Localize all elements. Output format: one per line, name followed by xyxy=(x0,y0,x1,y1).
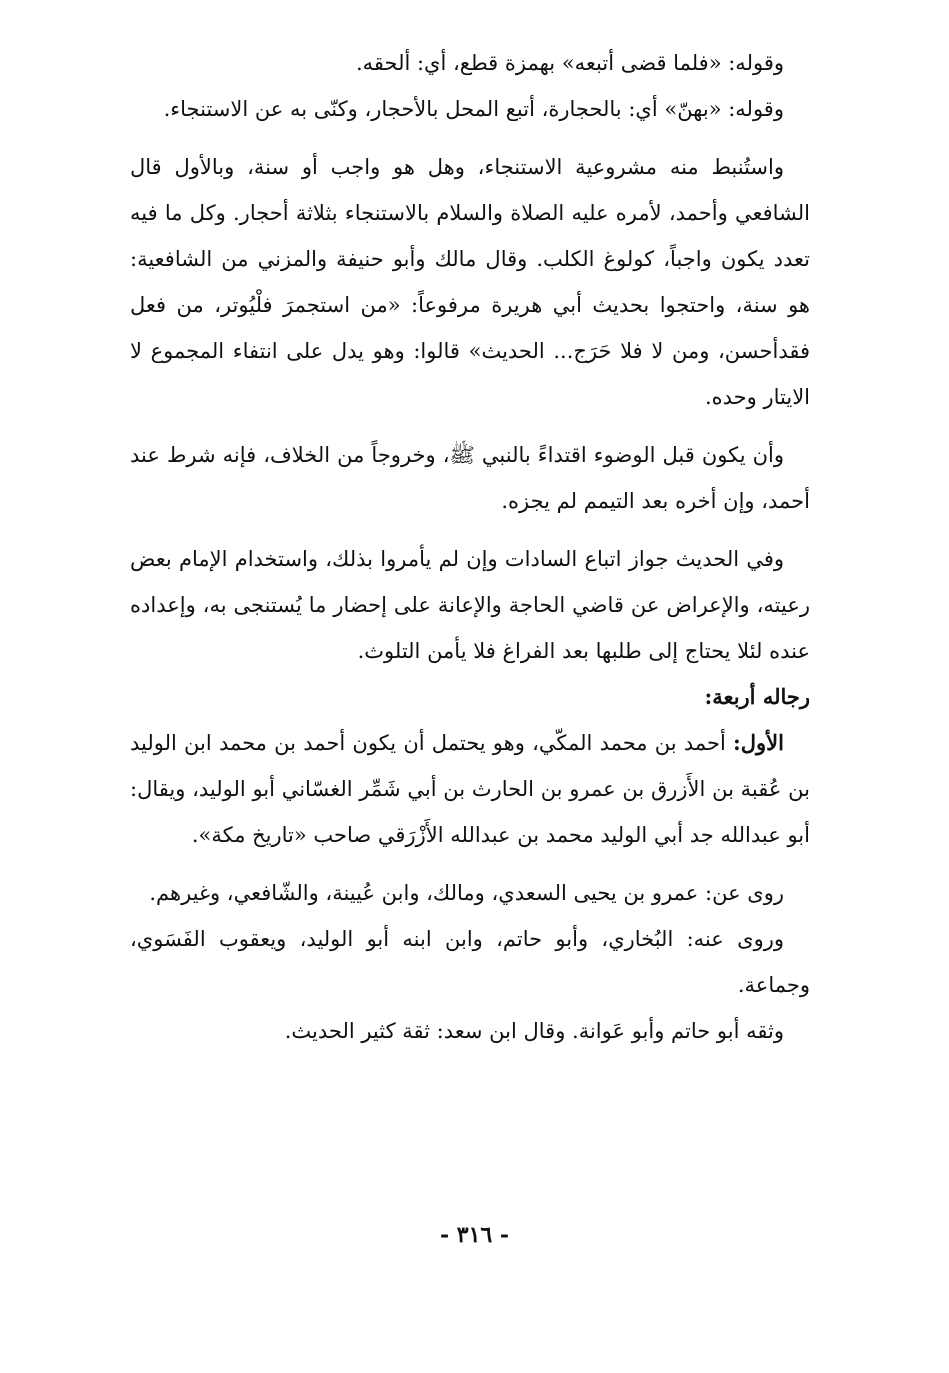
paragraph-itbaahu: وقوله: «فلما قضى أتبعه» بهمزة قطع، أي: ألحقه. xyxy=(355,51,784,75)
page-number: - ٣١٦ - xyxy=(439,1222,510,1248)
paragraph-reliability: وثقه أبو حاتم وأبو عَوانة. وقال ابن سعد: ثقة كثير الحديث. xyxy=(284,1019,784,1043)
body-text xyxy=(130,40,810,1054)
paragraph-first-narrator xyxy=(130,720,810,858)
paragraph-bihinna: وقوله: «بهنّ» أي: بالحجارة، أتبع المحل بالأحجار، وكنّى به عن الاستنجاء. xyxy=(163,97,784,121)
paragraph-narrated-by: وروى عنه: البُخاري، وأبو حاتم، وابن ابنه أبو الوليد، ويعقوب الفَسَوي، وجماعة. xyxy=(130,927,810,997)
paragraph-before-wudu: وأن يكون قبل الوضوء اقتداءً بالنبي ﷺ، وخروجاً من الخلاف، فإنه شرط عند أحمد، وإن أخره بعد التيمم لم يجزه. xyxy=(130,443,810,513)
first-narrator-label: الأول: xyxy=(733,730,784,755)
paragraph-narrated-from: روى عن: عمرو بن يحيى السعدي، ومالك، وابن عُيينة، والشّافعي، وغيرهم. xyxy=(149,881,784,905)
paragraph-hadith-benefits: وفي الحديث جواز اتباع السادات وإن لم يأمروا بذلك، واستخدام الإمام بعض رعيته، والإعراض عن قاضي الحاجة والإعانة على إحضار ما يُستنجى به، وإعداده عنده لئلا يحتاج إلى طلبها بعد الفراغ فلا يأمن التلوث. xyxy=(130,547,810,663)
first-narrator-text: أحمد بن محمد المكّي، وهو يحتمل أن يكون أحمد بن محمد ابن الوليد بن عُقبة بن الأَزرق بن عمرو بن الحارث بن أبي شَمِّر الغسّاني أبو الوليد، ويقال: أبو عبدالله جد أبي الوليد محمد بن عبدالله الأَزْرَقي صاحب «تاريخ مكة». xyxy=(130,731,810,847)
paragraph-istinja-ruling: واستُنبط منه مشروعية الاستنجاء، وهل هو واجب أو سنة، وبالأول قال الشافعي وأحمد، لأمره عليه الصلاة والسلام بالاستنجاء بثلاثة أحجار. وكل ما فيه تعدد يكون واجباً، كولوغ الكلب. وقال مالك وأبو حنيفة والمزني من الشافعية: هو سنة، واحتجوا بحديث أبي هريرة مرفوعاً: «من استجمرَ فلْيُوتر، من فعل فقدأحسن، ومن لا فلا حَرَج... الحديث» قالوا: وهو يدل على انتفاء المجموع لا الايتار وحده. xyxy=(130,155,810,409)
section-heading-narrators: رجاله أربعة: xyxy=(704,684,810,709)
